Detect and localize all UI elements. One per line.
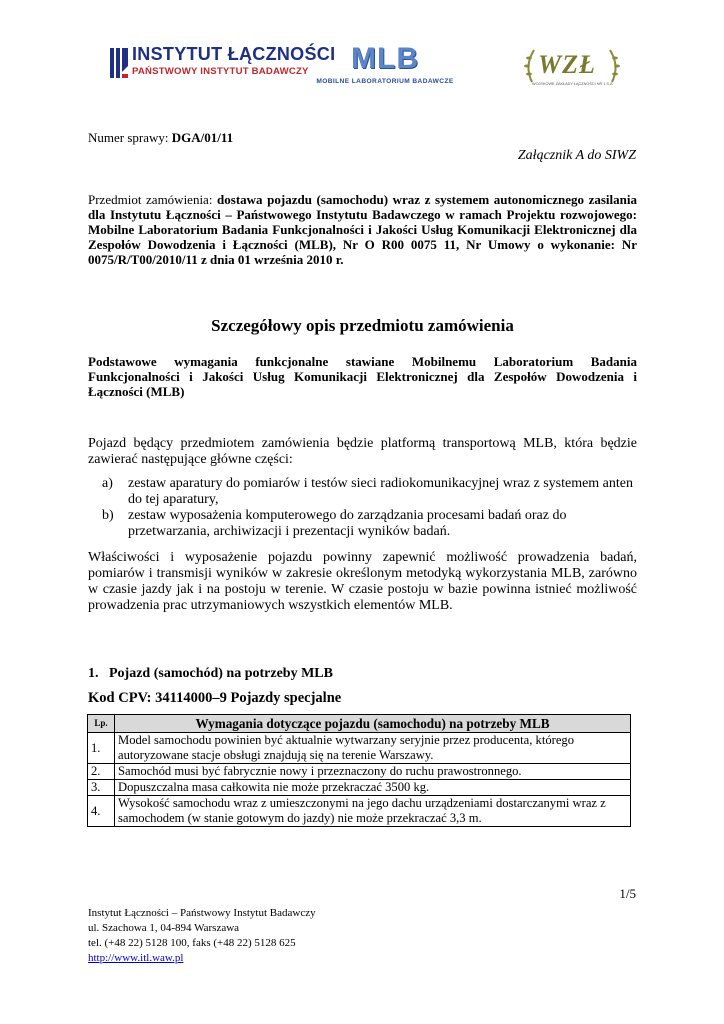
table-row (88, 780, 631, 796)
subject-label: Przedmiot zamówienia: (88, 192, 213, 207)
table-row (88, 796, 631, 827)
row-text: Wysokość samochodu wraz z umieszczonymi na jego dachu urządzeniami dostarczanymi wraz z samochodem (w stanie gotowym do jazdy) nie może przekraczać 3,3 m. (115, 796, 631, 827)
wzl-logo-tagline: WOJSKOWE ZAKŁADY ŁĄCZNOŚCI NR 1 S.A. (532, 82, 614, 86)
list-item-text: zestaw aparatury do pomiarów i testów sieci radiokomunikacyjnej wraz z systemem anten do tej aparatury, (128, 476, 633, 507)
mlb-logo-name: MLB (351, 42, 419, 75)
wzl-logo (522, 46, 622, 90)
requirements-table (87, 714, 631, 827)
section-heading (88, 666, 333, 682)
itl-logo-name: INSTYTUT ŁĄCZNOŚCI (132, 44, 336, 64)
list-marker: a) (102, 476, 113, 491)
footer (88, 906, 316, 966)
itl-emblem-icon (108, 46, 130, 80)
footer-institute: Instytut Łączności – Państwowy Instytut Badawczy (88, 907, 316, 919)
itl-logo (108, 44, 336, 90)
subject-text: dostawa pojazdu (samochodu) wraz z systemem autonomicznego zasilania dla Instytutu Łączności – Państwowego Instytutu Badawczego w ramach Projektu rozwojowego: Mobilne Laboratorium Badania Funkcjonalności i Jakości Usług Komunikacji Elektronicznej dla Zespołów Dowodzenia i Łączności (MLB), Nr O R00 0075 11, Nr Umowy o wykonanie: Nr 0075/R/T00/2010/11 z dnia 01 września 2010 r. (88, 192, 638, 267)
requirements-heading: Podstawowe wymagania funkcjonalne stawiane Mobilnemu Laboratorium Badania Funkcjonalności i Jakości Usług Komunikacji Elektronicznej dla Zespołów Dowodzenia i Łączności (MLB) (88, 354, 637, 399)
table-row (88, 733, 631, 764)
table-header-row (88, 715, 631, 733)
case-number-line (88, 130, 233, 145)
row-text: Dopuszczalna masa całkowita nie może przekraczać 3500 kg. (115, 780, 631, 796)
row-number: 1. (88, 733, 115, 764)
footer-address: ul. Szachowa 1, 04-894 Warszawa (88, 922, 240, 934)
intro-paragraph: Pojazd będący przedmiotem zamówienia będzie platformą transportową MLB, która będzie zawierać następujące główne części: (88, 436, 637, 467)
page-title: Szczegółowy opis przedmiotu zamówienia (211, 316, 514, 335)
case-number-value: DGA/01/11 (171, 130, 234, 145)
list-item (88, 476, 637, 508)
footer-website-link[interactable]: http://www.itl.waw.pl (88, 952, 184, 964)
parts-list (88, 476, 637, 540)
row-number: 4. (88, 796, 115, 827)
list-item-text: zestaw wyposażenia komputerowego do zarządzania procesami badań oraz do przetwarzania, archiwizacji i prezentacji wyników badań. (128, 508, 567, 539)
column-header-requirements: Wymagania dotyczące pojazdu (samochodu) na potrzeby MLB (115, 715, 631, 733)
properties-paragraph: Właściwości i wyposażenie pojazdu powinny zapewnić możliwość prowadzenia badań, pomiarów i transmisji wyników w zakresie określonym metodyką wykorzystania MLB, zarówno w czasie jazdy jak i na postoju w terenie. W czasie postoju w bazie powinna istnieć możliwość prowadzenia prac utrzymaniowych wszystkich elementów MLB. (88, 550, 637, 613)
row-number: 3. (88, 780, 115, 796)
case-number-label: Numer sprawy: (88, 130, 169, 145)
column-header-lp: Lp. (88, 715, 115, 733)
page-number: 1/5 (619, 886, 636, 901)
list-marker: b) (102, 508, 114, 523)
subject-paragraph (88, 192, 637, 267)
row-text: Model samochodu powinien być aktualnie wytwarzany seryjnie przez producenta, którego autoryzowane stacje obsługi znajdują się na terenie Warszawy. (115, 733, 631, 764)
footer-phone: tel. (+48 22) 5128 100, faks (+48 22) 5128 625 (88, 937, 296, 949)
itl-logo-subtitle: PAŃSTWOWY INSTYTUT BADAWCZY (132, 66, 309, 77)
section-title: Pojazd (samochód) na potrzeby MLB (109, 666, 333, 681)
section-number: 1. (88, 666, 99, 681)
annex-label: Załącznik A do SIWZ (517, 148, 636, 163)
wzl-logo-name: WZŁ (538, 50, 596, 79)
mlb-logo (310, 44, 460, 90)
cpv-code: Kod CPV: 34114000–9 Pojazdy specjalne (88, 690, 342, 706)
row-text: Samochód musi być fabrycznie nowy i przeznaczony do ruchu prawostronnego. (115, 764, 631, 780)
mlb-logo-subtitle: MOBILNE LABORATORIUM BADAWCZE (316, 78, 454, 85)
row-number: 2. (88, 764, 115, 780)
list-item (88, 508, 637, 540)
table-row (88, 764, 631, 780)
